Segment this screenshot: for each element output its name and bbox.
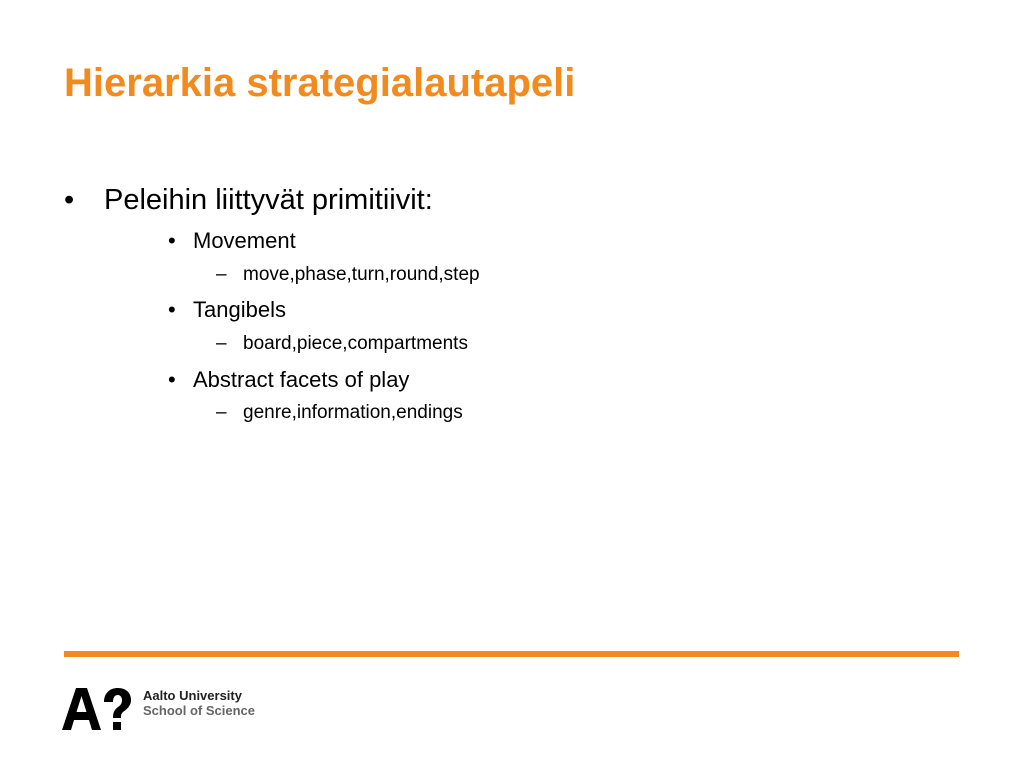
- dash-marker: –: [216, 333, 227, 354]
- sub-bullet-text: Abstract facets of play: [193, 367, 410, 392]
- slide-title: Hierarkia strategialautapeli: [64, 61, 576, 105]
- dash-marker: –: [216, 264, 227, 285]
- detail-text: move,phase,turn,round,step: [243, 264, 480, 285]
- bullet-marker: •: [168, 297, 176, 322]
- bullet-marker: •: [64, 184, 75, 216]
- dash-marker: –: [216, 402, 227, 423]
- bullet-text: Peleihin liittyvät primitiivit:: [104, 184, 433, 216]
- bullet-marker: •: [168, 367, 176, 392]
- school-name: School of Science: [143, 703, 255, 718]
- sub-bullet-text: Movement: [193, 228, 296, 253]
- bullet-marker: •: [168, 228, 176, 253]
- detail-text: genre,information,endings: [243, 402, 463, 423]
- aalto-logo-icon: [62, 686, 132, 732]
- university-name: Aalto University: [143, 688, 242, 703]
- sub-bullet-text: Tangibels: [193, 297, 286, 322]
- detail-text: board,piece,compartments: [243, 333, 468, 354]
- footer-divider: [64, 651, 959, 657]
